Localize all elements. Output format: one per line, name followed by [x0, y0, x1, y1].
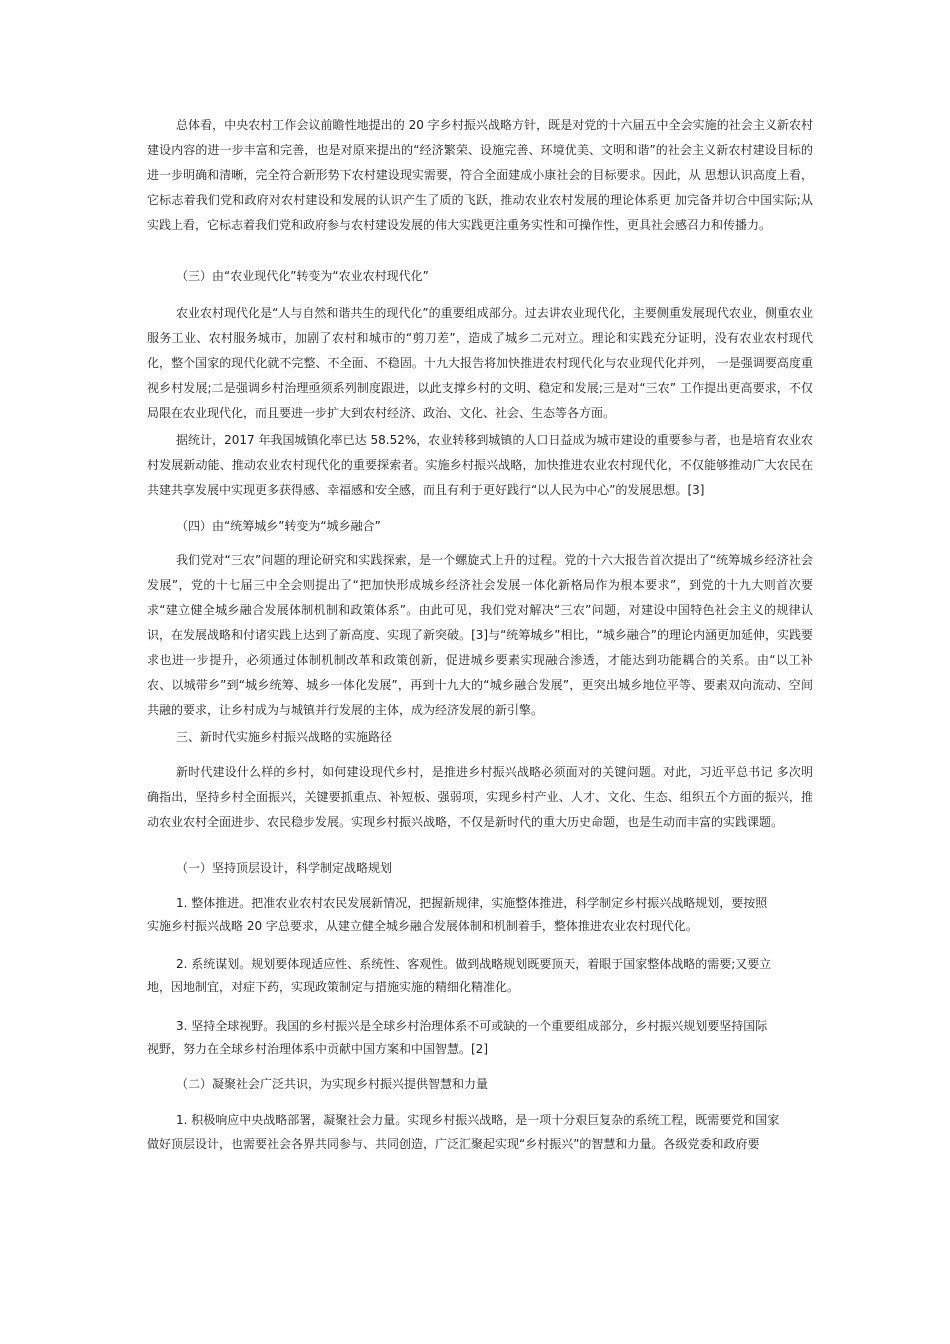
item-3-line-2: 视野，努力在全球乡村治理体系中贡献中国方案和中国智慧。[2] [147, 1042, 489, 1056]
paragraph-urban-rural-integration: 我们党对“三农”问题的理论研究和实践探索，是一个螺旋式上升的过程。党的十六大报告首次提出了“统筹城乡经济社会发展”，党的十七届三中全会则提出了“把加快形成城乡经济社会发展一体化新格局作为根本要求”，到党的十九大则首次要求“建立健全城乡融合发展体制机制和政策体系”。由此可见，我们党对解决“三农”问题，对建设中国特色社会主义的规律认识，在发展战略和付诸实践上达到了新高度、实现了新突破。[3]与“统筹城乡”相比，“城乡融合”的理论内涵更加延伸，实践要求也进一步提升，必须通过体制机制改革和政策创新，促进城乡要素实现融合渗透，才能达到功能耦合的关系。由“以工补农、以城带乡”到“城乡统筹、城乡一体化发展”，再到十九大的“城乡融合发展”，更突出城乡地位平等、要素双向流动、空间共融的要求，让乡村成为与城镇并行发展的主体，成为经济发展的新引擎。 [147, 553, 813, 717]
item-4-line-1: 1. 积极响应中央战略部署，凝聚社会力量。实现乡村振兴战略，是一项十分艰巨复杂的系统工程，既需要党和国家 [176, 1113, 780, 1127]
heading-subsection-1: （一）坚持顶层设计，科学制定战略规划 [176, 861, 393, 875]
item-4-line-2: 做好顶层设计，也需要社会各界共同参与、共同创造，广泛汇聚起实现“乡村振兴”的智慧和力量。各级党委和政府要 [147, 1137, 760, 1151]
item-1-line-2: 实施乡村振兴战略 20 字总要求，从建立健全城乡融合发展体制和机制着手，整体推进农业农村现代化。 [147, 919, 698, 933]
item-2-line-2: 地，因地制宜，对症下药，实现政策制定与措施实施的精细化精准化。 [147, 980, 520, 994]
paragraph-implementation-path: 新时代建设什么样的乡村，如何建设现代乡村，是推进乡村振兴战略必须面对的关键问题。对此，习近平总书记 多次明确指出，坚持乡村全面振兴，关键要抓重点、补短板、强弱项，实现乡村产业、人才、文化、生态、组织五个方面的振兴，推动农业农村全面进步、农民稳步发展。实现乡村振兴战略，不仅是新时代的重大历史命题，也是生动而丰富的实践课题。 [147, 765, 813, 829]
paragraph-urbanization-statistics: 据统计，2017 年我国城镇化率已达 58.52%，农业转移到城镇的人口日益成为城市建设的重要参与者，也是培育农业农村发展新动能、推动农业农村现代化的重要探索者。实施乡村振兴战略，加快推进农业农村现代化，不仅能够推动广大农民在共建共享发展中实现更多获得感、幸福感和安全感，而且有利于更好践行“以人民为中心”的发展思想。[3] [147, 433, 813, 497]
paragraph-agri-modernization: 农业农村现代化是“人与自然和谐共生的现代化”的重要组成部分。过去讲农业现代化，主要侧重发展现代农业，侧重农业服务工业、农村服务城市，加剧了农村和城市的“剪刀差”，造成了城乡二元对立。理论和实践充分证明，没有农业农村现代化，整个国家的现代化就不完整、不全面、不稳固。十九大报告将加快推进农村现代化与农业现代化并列， 一是强调要高度重视乡村发展;二是强调乡村治理亟须系列制度跟进，以此支撑乡村的文明、稳定和发展;三是对“三农” 工作提出更高要求，不仅局限在农业现代化，而且要进一步扩大到农村经济、政治、文化、社会、生态等各方面。 [147, 306, 813, 420]
item-2-line-1: 2. 系统谋划。规划要体现适应性、系统性、客观性。做到战略规划既要顶天，着眼于国家整体战略的需要;又要立 [176, 957, 772, 971]
heading-part-3: 三、新时代实施乡村振兴战略的实施路径 [176, 730, 393, 744]
heading-section-4: （四）由“统筹城乡”转变为“城乡融合” [176, 519, 381, 533]
paragraph-summary: 总体看，中央农村工作会议前瞻性地提出的 20 字乡村振兴战略方针，既是对党的十六届五中全会实施的社会主义新农村建设内容的进一步丰富和完善，也是对原来提出的“经济繁荣、设施完善、环境优美、文明和谐”的社会主义新农村建设目标的进一步明确和清晰，完全符合新形势下农村建设现实需要，符合全面建成小康社会的目标要求。因此，从 思想认识高度上看，它标志着我们党和政府对农村建设和发展的认识产生了质的飞跃，推动农业农村发展的理论体系更 加完备并切合中国实际;从实践上看，它标志着我们党和政府参与农村建设发展的伟大实践更注重务实性和可操作性，更具社会感召力和传播力。 [147, 118, 813, 232]
heading-subsection-2: （二）凝聚社会广泛共识，为实现乡村振兴提供智慧和力量 [176, 1077, 489, 1091]
heading-section-3: （三）由“农业现代化”转变为“农业农村现代化” [176, 269, 429, 283]
item-1-line-1: 1. 整体推进。把准农业农村农民发展新情况，把握新规律，实施整体推进，科学制定乡村振兴战略规划，要按照 [176, 896, 768, 910]
item-3-line-1: 3. 坚持全球视野。我国的乡村振兴是全球乡村治理体系不可或缺的一个重要组成部分，乡村振兴规划要坚持国际 [176, 1019, 768, 1033]
